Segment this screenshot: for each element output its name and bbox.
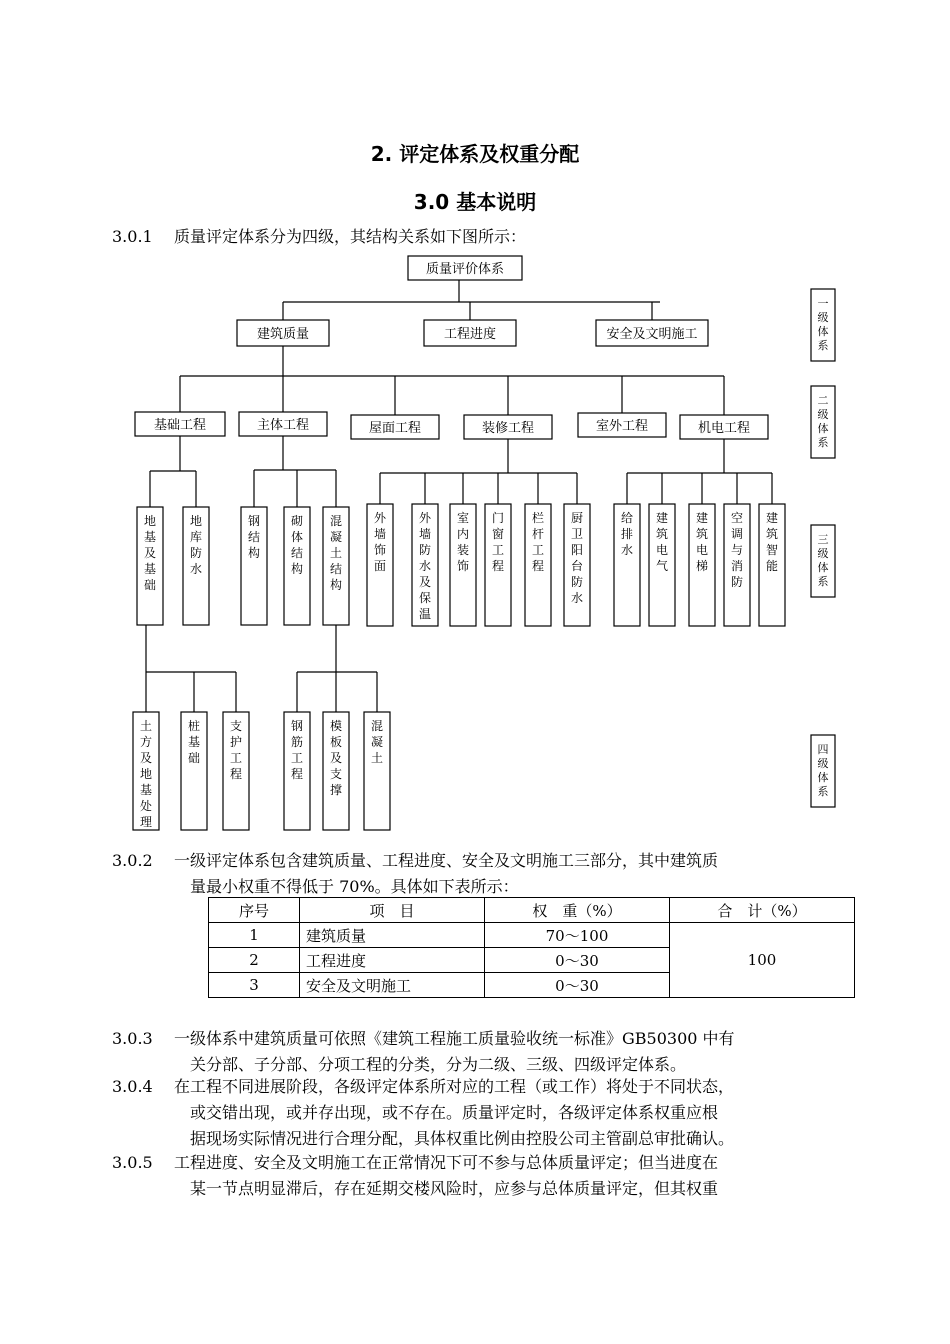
clause-number: 3.0.3 (112, 1029, 153, 1048)
level4-node (181, 712, 207, 830)
paragraph-3-0-5 (112, 1150, 852, 1202)
level3-node-label: 建筑电梯 (695, 511, 709, 573)
level4-node (223, 712, 249, 830)
header-cell: 序号 (209, 898, 300, 923)
level3-node-label: 厨卫阳台防水 (570, 511, 584, 605)
header-cell: 权 重（%） (485, 898, 670, 923)
level4-node-label: 土方及地基处理 (139, 719, 153, 829)
level3-node-label: 外墙饰面 (373, 511, 387, 573)
clause-line: 某一节点明显滞后，存在延期交楼风险时，应参与总体质量评定，但其权重 (190, 1179, 719, 1198)
level2-node-label: 机电工程 (697, 421, 751, 436)
level3-node-label: 门窗工程 (491, 511, 505, 573)
row-number: 2 (209, 948, 300, 973)
level3-node (614, 504, 640, 626)
level4-node-label: 钢筋工程 (290, 719, 304, 781)
level1-node (237, 320, 329, 346)
level1-node (424, 320, 516, 346)
level2-node-label: 室外工程 (595, 419, 649, 434)
level3-node (323, 507, 349, 625)
clause-number: 3.0.4 (112, 1077, 153, 1096)
table-row (209, 923, 855, 948)
level3-node (241, 507, 267, 625)
clause-line: 关分部、子分部、分项工程的分类，分为二级、三级、四级评定体系。 (190, 1055, 687, 1074)
side-level-label (811, 289, 835, 361)
level2-node (351, 415, 439, 439)
header-cell: 合 计（%） (670, 898, 855, 923)
weight-table (208, 897, 855, 998)
side-level-label-label: 二级体系 (817, 394, 829, 449)
clause-line: 一级评定体系包含建筑质量、工程进度、安全及文明施工三部分，其中建筑质 (174, 851, 719, 870)
level4-node-label: 支护工程 (229, 719, 243, 781)
side-level-label-label: 一级体系 (817, 297, 829, 352)
level3-node-label: 建筑电气 (655, 511, 669, 573)
level3-node (564, 504, 590, 626)
clause-line: 量最小权重不得低于 70%。具体如下表所示： (190, 877, 519, 896)
level3-node (689, 504, 715, 626)
level3-node-label: 外墙防水及保温 (418, 511, 432, 621)
level2-node (464, 415, 552, 439)
level4-node (133, 712, 159, 830)
row-item: 工程进度 (300, 948, 485, 973)
level3-node (183, 507, 209, 625)
level3-node (367, 504, 393, 626)
clause-line: 工程进度、安全及文明施工在正常情况下可不参与总体质量评定；但当进度在 (174, 1153, 719, 1172)
level4-node-label: 桩基础 (187, 719, 201, 765)
table-header-row (209, 898, 855, 923)
header-cell: 项 目 (300, 898, 485, 923)
level2-node-label: 基础工程 (153, 418, 207, 433)
clause-line: 在工程不同进展阶段，各级评定体系所对应的工程（或工作）将处于不同状态， (174, 1077, 735, 1096)
level3-node-label: 钢结构 (247, 514, 261, 560)
level1-node-label: 安全及文明施工 (606, 327, 698, 342)
side-level-label (811, 386, 835, 458)
paragraph-3-0-3 (112, 1026, 852, 1078)
row-number: 1 (209, 923, 300, 948)
subsection-title: 3.0 基本说明 (413, 190, 537, 214)
level3-node-label: 地基及基础 (143, 514, 157, 592)
row-weight: 0～30 (485, 973, 670, 998)
level2-node-label: 装修工程 (481, 421, 535, 436)
level2-node-label: 主体工程 (256, 418, 310, 433)
side-level-label-label: 三级体系 (817, 533, 829, 588)
level4-node (364, 712, 390, 830)
side-level-label-label: 四级体系 (817, 743, 829, 798)
level1-node-label: 建筑质量 (256, 327, 310, 342)
level3-node-label: 砌体结构 (290, 514, 304, 576)
level3-node-label: 室内装饰 (456, 511, 470, 573)
total-cell: 100 (670, 923, 855, 998)
clause-line: 一级体系中建筑质量可依照《建筑工程施工质量验收统一标准》GB50300 中有 (174, 1029, 735, 1048)
level3-node (759, 504, 785, 626)
level3-node (525, 504, 551, 626)
clause-text: 质量评定体系分为四级，其结构关系如下图所示： (174, 227, 527, 246)
level3-node (724, 504, 750, 626)
level4-node-label: 混凝土 (370, 719, 384, 765)
level3-node (137, 507, 163, 625)
level3-node-label: 栏杆工程 (531, 511, 545, 573)
row-weight: 0～30 (485, 948, 670, 973)
level3-node-label: 给排水 (620, 511, 634, 557)
level1-node (596, 320, 708, 346)
level2-node (239, 412, 327, 436)
level4-node (323, 712, 349, 830)
paragraph-3-0-4 (112, 1074, 852, 1152)
level1-node-label: 工程进度 (443, 327, 497, 342)
paragraph-3-0-2 (112, 848, 852, 900)
clause-number: 3.0.1 (112, 227, 153, 246)
side-level-label (811, 525, 835, 597)
clause-line: 据现场实际情况进行合理分配，具体权重比例由控股公司主管副总审批确认。 (190, 1129, 735, 1148)
level4-node-label: 模板及支撑 (329, 719, 343, 797)
level3-node (412, 504, 438, 626)
clause-number: 3.0.5 (112, 1153, 153, 1172)
row-number: 3 (209, 973, 300, 998)
level2-node (578, 413, 666, 437)
row-item: 安全及文明施工 (300, 973, 485, 998)
clause-line: 或交错出现，或并存出现，或不存在。质量评定时，各级评定体系权重应根 (190, 1103, 719, 1122)
side-level-label (811, 735, 835, 807)
level3-node (649, 504, 675, 626)
level3-node-label: 空调与消防 (730, 511, 744, 589)
level3-node (450, 504, 476, 626)
row-item: 建筑质量 (300, 923, 485, 948)
section-title: 2. 评定体系及权重分配 (370, 142, 580, 166)
level2-node-label: 屋面工程 (368, 421, 422, 436)
level4-node (284, 712, 310, 830)
level2-node (135, 412, 225, 436)
root-node (408, 256, 522, 280)
level3-node-label: 混凝土结构 (329, 514, 343, 592)
level3-node (284, 507, 310, 625)
row-weight: 70～100 (485, 923, 670, 948)
level3-node-label: 建筑智能 (765, 511, 779, 573)
level3-node (485, 504, 511, 626)
clause-number: 3.0.2 (112, 851, 153, 870)
level2-node (680, 415, 768, 439)
root-node-label: 质量评价体系 (425, 262, 505, 277)
level3-node-label: 地库防水 (189, 514, 203, 576)
